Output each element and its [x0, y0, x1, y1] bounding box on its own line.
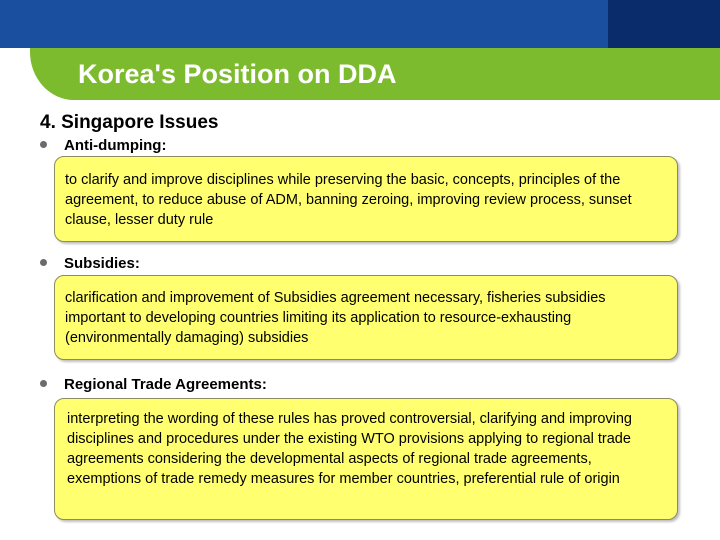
anti-dumping-box — [54, 156, 678, 242]
regional-trade-agreements-text: interpreting the wording of these rules has proved controversial, clarifying and improving disciplines and procedures under the existing WTO provisions applying to regional trade agreements considering the developmental aspects of regional trade agreements, exemptions of trade remedy measures for member countries, preferential rule of origin — [67, 411, 632, 487]
bullet-icon — [40, 141, 47, 148]
bullet-regional-trade-agreements — [40, 375, 267, 395]
bullet-icon — [40, 380, 47, 387]
bullet-icon — [40, 259, 47, 266]
slide-title: Korea's Position on DDA — [78, 59, 397, 89]
bullet-anti-dumping — [40, 136, 166, 156]
header-dark-blue-block — [608, 0, 720, 48]
bullet-subsidies — [40, 254, 140, 274]
header-blue-bar — [0, 0, 608, 48]
bullet-label: Subsidies: — [64, 255, 140, 272]
section-title: 4. Singapore Issues — [40, 112, 219, 133]
regional-trade-agreements-box — [54, 398, 678, 520]
subsidies-box — [54, 275, 678, 360]
subsidies-text: clarification and improvement of Subsidies agreement necessary, fisheries subsidies important to developing countries limiting its application to resource-exhausting (environmentally damaging) subsidies — [65, 290, 606, 346]
bullet-label: Regional Trade Agreements: — [64, 376, 267, 393]
bullet-label: Anti-dumping: — [64, 137, 167, 154]
anti-dumping-text: to clarify and improve disciplines while preserving the basic, concepts, principles of the agreement, to reduce abuse of ADM, banning zeroing, improving review process, sunset clause, lesser duty rule — [65, 172, 632, 228]
